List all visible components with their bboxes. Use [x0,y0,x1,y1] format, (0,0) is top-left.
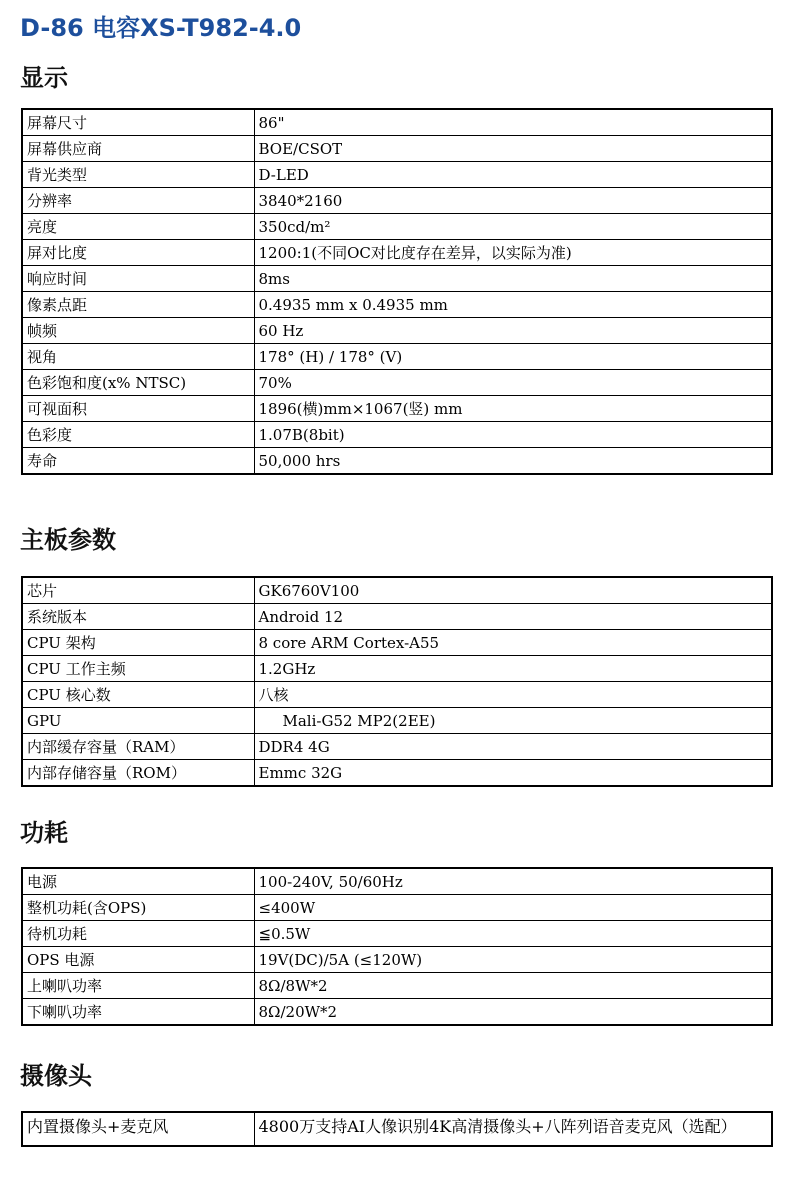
spec-label: 可视面积 [22,396,254,422]
camera-spec-body [22,1112,772,1146]
section-heading-mainboard: 主板参数 [20,526,116,554]
display-spec-table [21,108,773,475]
spec-value: 3840*2160 [254,188,772,214]
power-spec-table [21,867,773,1026]
spec-row [22,760,772,787]
spec-row [22,214,772,240]
spec-value: 50,000 hrs [254,448,772,475]
section-heading-power: 功耗 [20,819,68,847]
spec-value: 8Ω/8W*2 [254,973,772,999]
spec-label: 电源 [22,868,254,895]
spec-row [22,999,772,1026]
spec-value: Android 12 [254,604,772,630]
spec-row [22,630,772,656]
spec-label: 下喇叭功率 [22,999,254,1026]
spec-label: 亮度 [22,214,254,240]
spec-row [22,448,772,475]
spec-label: 屏幕供应商 [22,136,254,162]
spec-label: 屏对比度 [22,240,254,266]
spec-label: 色彩饱和度(x% NTSC) [22,370,254,396]
spec-value: GK6760V100 [254,577,772,604]
section-heading-camera: 摄像头 [20,1062,92,1090]
spec-value: 8ms [254,266,772,292]
spec-value: 70% [254,370,772,396]
mainboard-spec-body [22,577,772,786]
spec-row [22,344,772,370]
spec-row [22,708,772,734]
spec-row [22,868,772,895]
spec-value: 1.2GHz [254,656,772,682]
spec-value: 1896(横)mm×1067(竖) mm [254,396,772,422]
spec-row [22,422,772,448]
spec-row [22,396,772,422]
spec-label: OPS 电源 [22,947,254,973]
spec-value: 100-240V, 50/60Hz [254,868,772,895]
spec-value: D-LED [254,162,772,188]
spec-label: 响应时间 [22,266,254,292]
spec-label: CPU 核心数 [22,682,254,708]
spec-label: 系统版本 [22,604,254,630]
spec-label: 背光类型 [22,162,254,188]
spec-row [22,188,772,214]
spec-value: Emmc 32G [254,760,772,787]
spec-label: GPU [22,708,254,734]
spec-label: 视角 [22,344,254,370]
page-title: D-86 电容XS-T982-4.0 [20,14,302,42]
spec-label: 内置摄像头+麦克风 [22,1112,254,1146]
spec-label: CPU 架构 [22,630,254,656]
spec-row [22,656,772,682]
mainboard-spec-table [21,576,773,787]
display-spec-body [22,109,772,474]
spec-label: 整机功耗(含OPS) [22,895,254,921]
spec-value: 60 Hz [254,318,772,344]
spec-row [22,109,772,136]
spec-value: 1200:1(不同OC对比度存在差异，以实际为准) [254,240,772,266]
spec-value: 8 core ARM Cortex-A55 [254,630,772,656]
spec-label: 色彩度 [22,422,254,448]
spec-value: 1.07B(8bit) [254,422,772,448]
spec-row [22,1112,772,1146]
spec-label: 分辨率 [22,188,254,214]
power-spec-body [22,868,772,1025]
section-heading-display: 显示 [20,64,68,92]
spec-label: 内部缓存容量（RAM） [22,734,254,760]
spec-label: 待机功耗 [22,921,254,947]
spec-row [22,136,772,162]
spec-value: ≤400W [254,895,772,921]
spec-label: 像素点距 [22,292,254,318]
spec-label: 屏幕尺寸 [22,109,254,136]
spec-row [22,973,772,999]
spec-row [22,266,772,292]
spec-row [22,921,772,947]
spec-value: Mali-G52 MP2(2EE) [254,708,772,734]
camera-spec-table [21,1111,773,1147]
spec-value: 八核 [254,682,772,708]
spec-row [22,370,772,396]
spec-label: 内部存储容量（ROM） [22,760,254,787]
spec-label: 帧频 [22,318,254,344]
spec-row [22,577,772,604]
spec-label: 芯片 [22,577,254,604]
spec-row [22,604,772,630]
spec-value: 0.4935 mm x 0.4935 mm [254,292,772,318]
spec-value: 8Ω/20W*2 [254,999,772,1026]
spec-value: ≦0.5W [254,921,772,947]
spec-value: 350cd/m² [254,214,772,240]
spec-row [22,240,772,266]
spec-row [22,734,772,760]
spec-row [22,947,772,973]
spec-value: 178° (H) / 178° (V) [254,344,772,370]
spec-value: 86" [254,109,772,136]
spec-label: CPU 工作主频 [22,656,254,682]
spec-value: 4800万支持AI人像识别4K高清摄像头+八阵列语音麦克风（选配） [254,1112,772,1146]
spec-row [22,895,772,921]
spec-label: 寿命 [22,448,254,475]
spec-row [22,292,772,318]
spec-row [22,318,772,344]
spec-row [22,162,772,188]
spec-label: 上喇叭功率 [22,973,254,999]
spec-value: 19V(DC)/5A (≤120W) [254,947,772,973]
spec-row [22,682,772,708]
spec-value: DDR4 4G [254,734,772,760]
spec-value: BOE/CSOT [254,136,772,162]
